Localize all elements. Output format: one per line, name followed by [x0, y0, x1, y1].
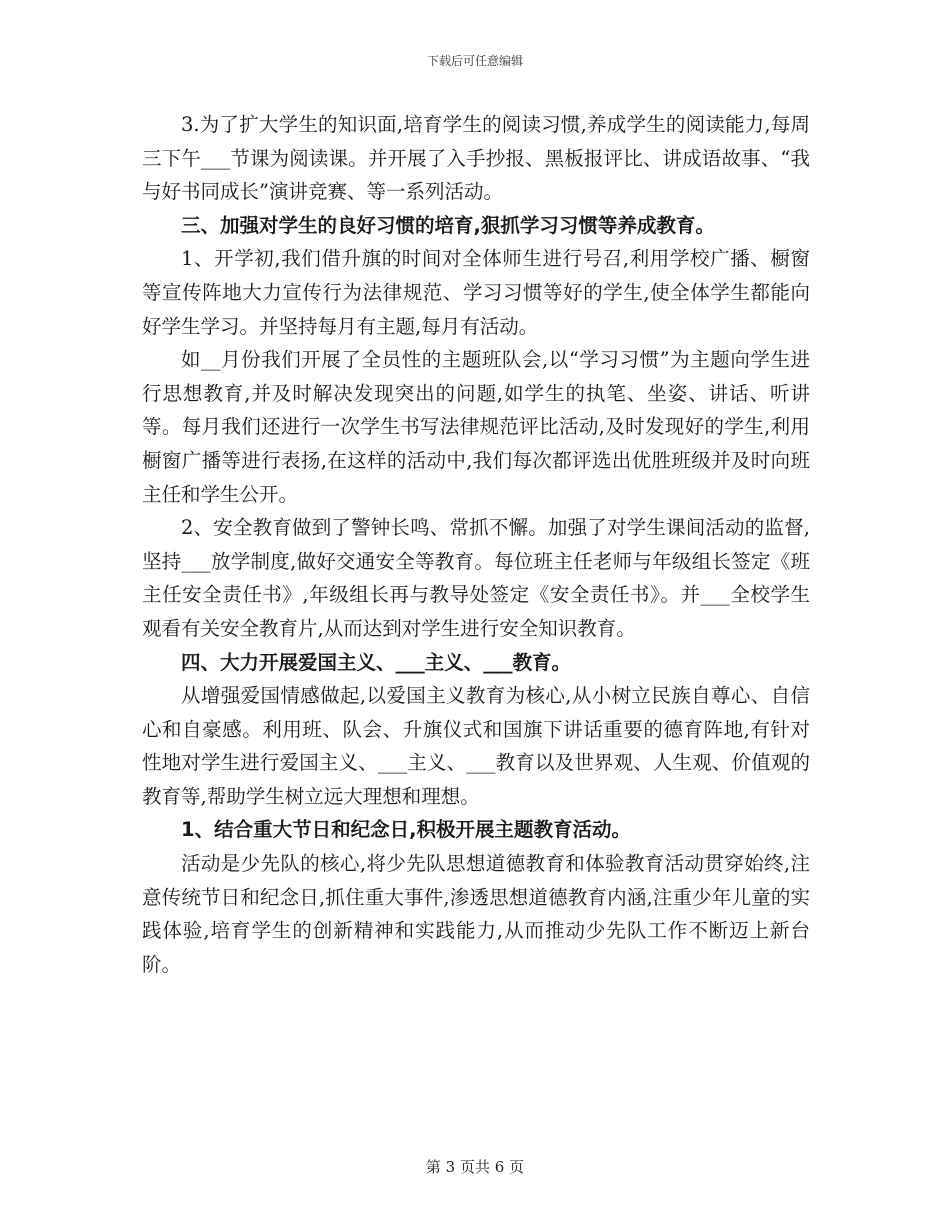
section-heading-habits: 三、加强对学生的良好习惯的培育,狠抓学习习惯等养成教育。	[181, 213, 715, 237]
page-footer: 第 3 页共 6 页	[425, 1158, 525, 1176]
paragraph-safety-education: 2、安全教育做到了警钟长鸣、常抓不懈。加强了对学生课间活动的监督,坚持___放学制度,做好交通安全等教育。每位班主任老师与年级组长签定《班主任安全责任书》,年级组长再与教导处签定《安全责任书》。并___全校学生观看有关安全教育片,从而达到对学生进行安全知识教育。	[142, 516, 810, 640]
page-header: 下载后可任意编辑	[426, 54, 523, 68]
subheading-festivals: 1、结合重大节日和纪念日,积极开展主题教育活动。	[181, 818, 631, 842]
paragraph-school-start: 1、开学初,我们借升旗的时间对全体师生进行号召,利用学校广播、橱窗等宣传阵地大力宣传行为法律规范、学习习惯等好的学生,使全体学生都能向好学生学习。并坚持每月有主题,每月有活动。	[142, 247, 810, 338]
paragraph-patriotic-education: 从增强爱国情感做起,以爱国主义教育为核心,从小树立民族自尊心、自信心和自豪感。利用班、队会、升旗仪式和国旗下讲话重要的德育阵地,有针对性地对学生进行爱国主义、___主义、___教育以及世界观、人生观、价值观的教育等,帮助学生树立远大理想和理想。	[142, 684, 810, 808]
paragraph-pioneer-activities: 活动是少先队的核心,将少先队思想道德教育和体验教育活动贯穿始终,注意传统节日和纪念日,抓住重大事件,渗透思想道德教育内涵,注重少年儿童的实践体验,培育学生的创新精神和实践能力,从而推动少先队工作不断迈上新台阶。	[142, 852, 810, 976]
paragraph-class-meeting: 如__月份我们开展了全员性的主题班队会,以“学习习惯”为主题向学生进行思想教育,并及时解决发现突出的问题,如学生的执笔、坐姿、讲话、听讲等。每月我们还进行一次学生书写法律规范评比活动,及时发现好的学生,利用橱窗广播等进行表扬,在这样的活动中,我们每次都评选出优胜班级并及时向班主任和学生公开。	[142, 348, 810, 506]
document-body	[142, 108, 810, 981]
paragraph-reading-activities: 3.为了扩大学生的知识面,培育学生的阅读习惯,养成学生的阅读能力,每周三下午___节课为阅读课。并开展了入手抄报、黑板报评比、讲成语故事、“我与好书同成长”演讲竞赛、等一系列活动。	[142, 113, 810, 204]
section-heading-patriotism: 四、大力开展爱国主义、___主义、___教育。	[181, 650, 572, 674]
